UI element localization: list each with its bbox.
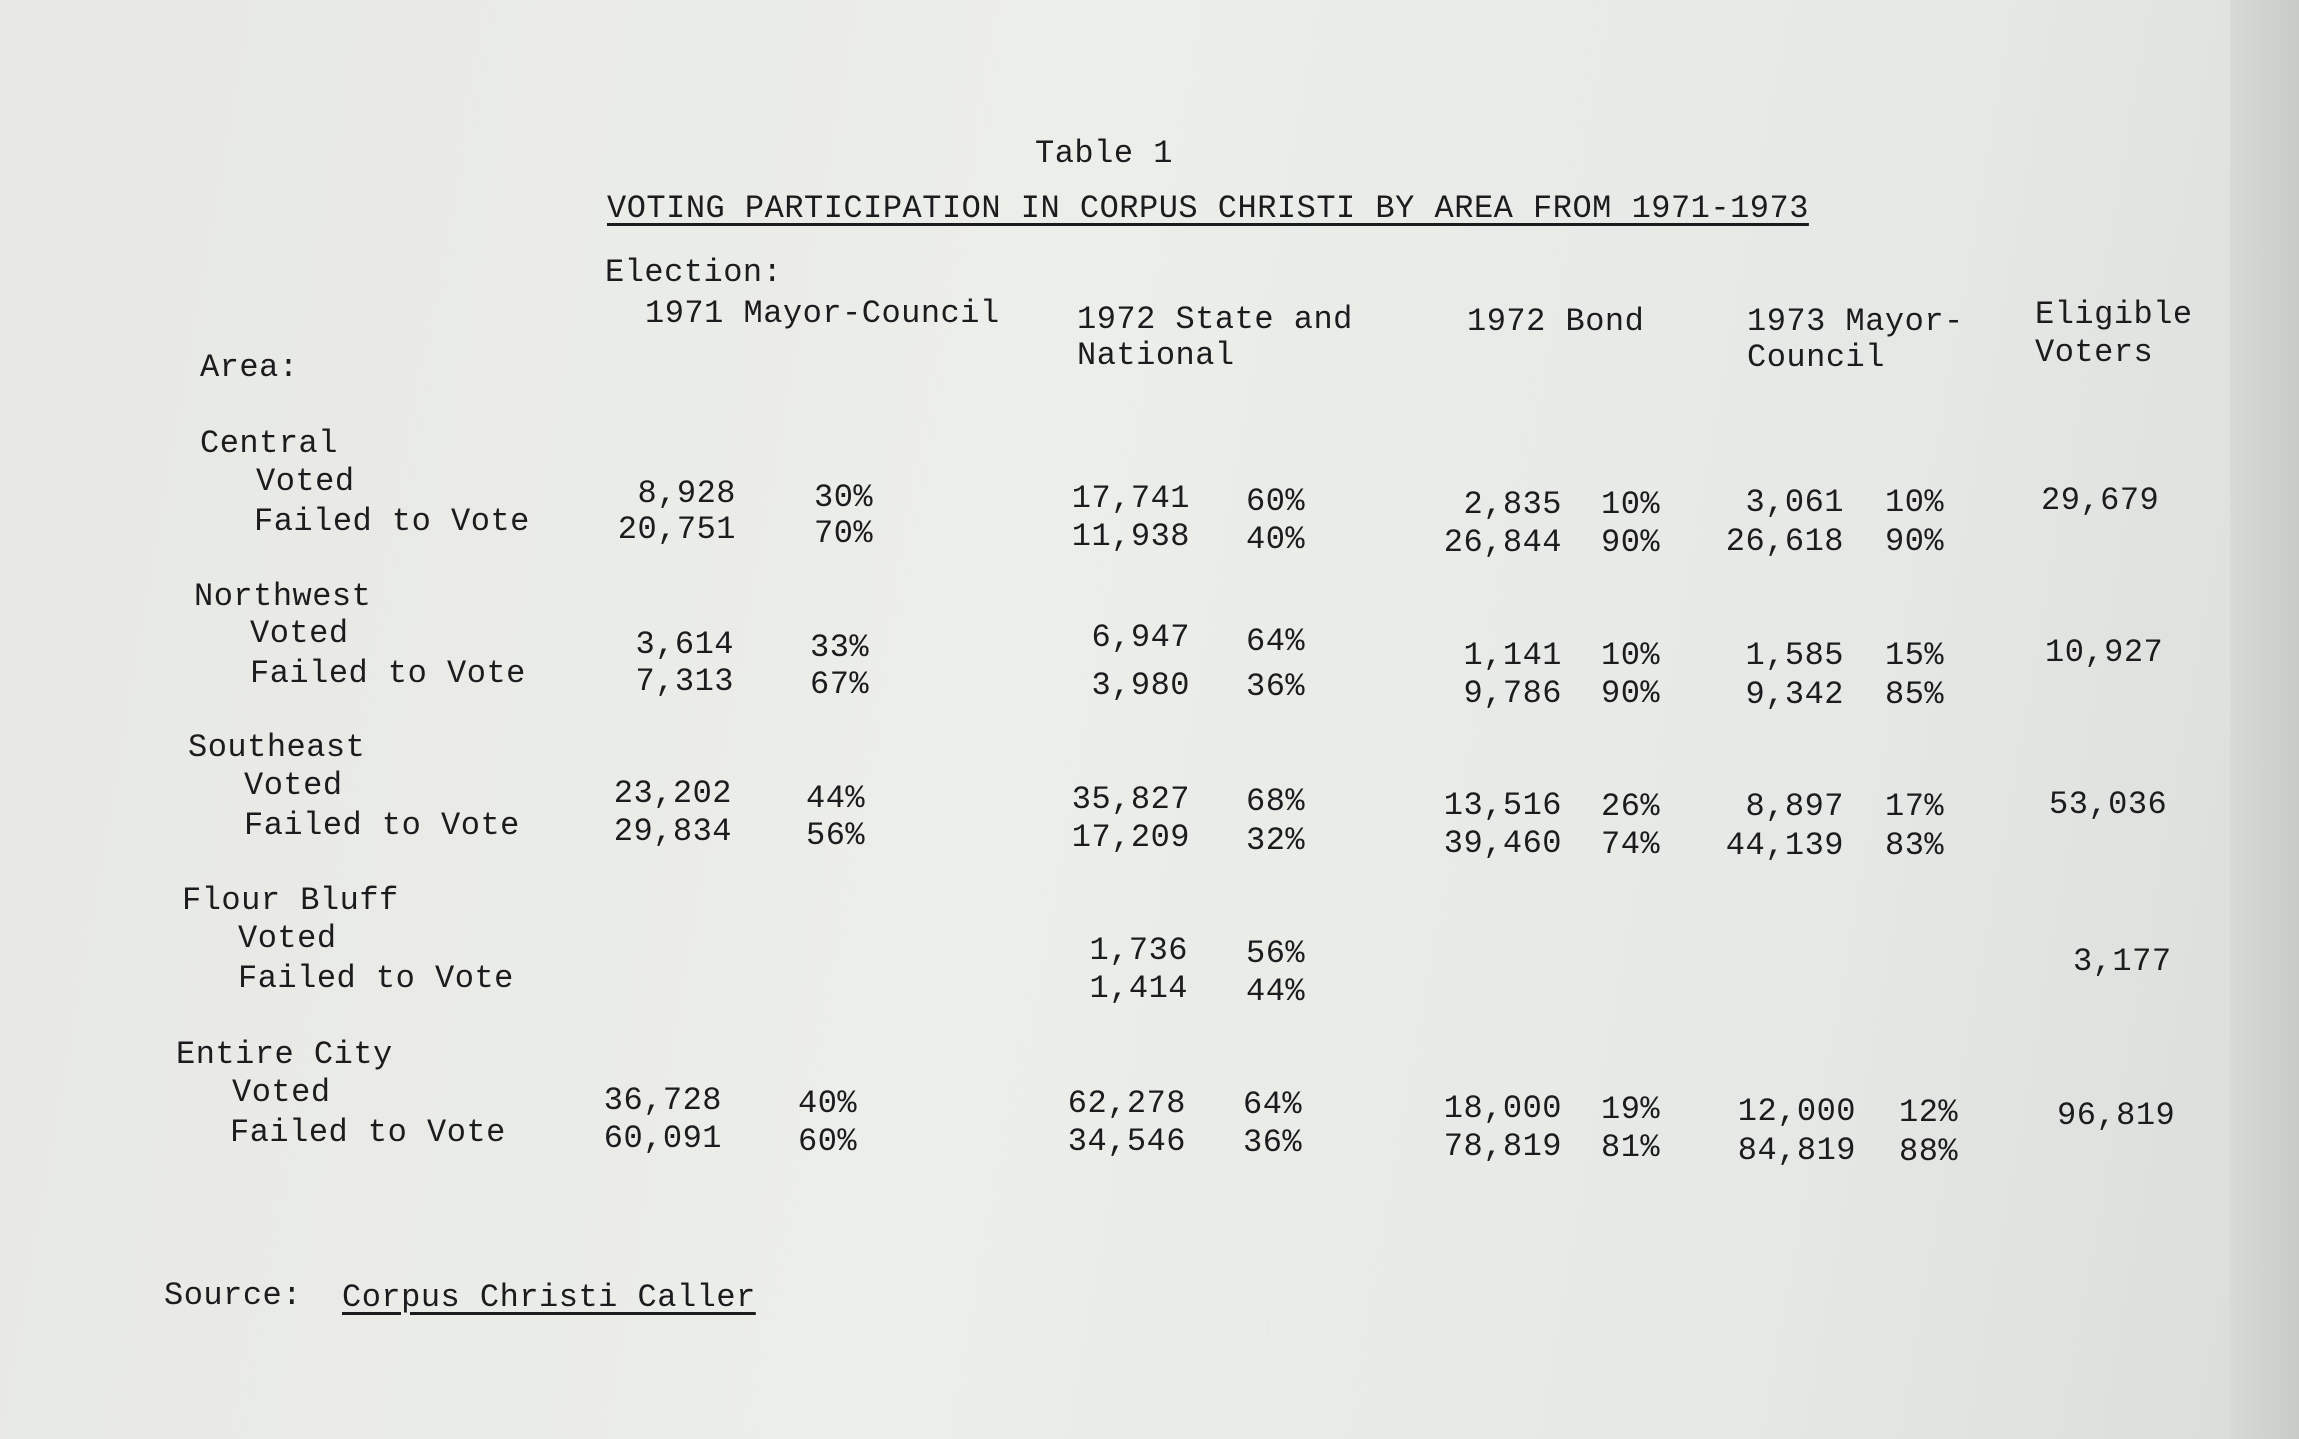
area-name-northwest: Northwest (194, 578, 372, 615)
cell-central-eligible: 29,679 (2041, 482, 2160, 519)
row-label-failed: Failed to Vote (254, 503, 530, 540)
cell-city-1972b-failed-pct: 81% (1601, 1129, 1661, 1166)
cell-northwest-1972b-voted: 1,141 (1463, 637, 1562, 674)
cell-southeast-1971-voted: 23,202 (613, 775, 732, 812)
column-header-eligible-line1: Eligible (2035, 296, 2193, 333)
column-header-1972-state-line1: 1972 State and (1077, 301, 1353, 338)
area-name-southeast: Southeast (188, 729, 366, 766)
cell-southeast-1972s-voted-pct: 68% (1246, 783, 1306, 820)
cell-central-1972b-failed: 26,844 (1443, 524, 1562, 561)
cell-northwest-1972b-failed: 9,786 (1463, 675, 1562, 712)
cell-city-1971-voted-pct: 40% (798, 1085, 858, 1122)
row-label-voted: Voted (232, 1074, 331, 1111)
cell-southeast-1972b-failed: 39,460 (1443, 825, 1562, 862)
table-title: VOTING PARTICIPATION IN CORPUS CHRISTI BY AREA FROM 1971-1973 (607, 190, 1809, 227)
cell-flour-bluff-1972s-voted: 1,736 (1089, 932, 1188, 969)
cell-southeast-1972s-failed-pct: 32% (1246, 822, 1306, 859)
table-number: Table 1 (1035, 135, 1173, 172)
column-header-1973-mayor-line2: Council (1747, 339, 1885, 376)
cell-central-1973-failed-pct: 90% (1885, 523, 1945, 560)
cell-southeast-1973-failed-pct: 83% (1885, 827, 1945, 864)
source-label: Source: (164, 1277, 302, 1314)
area-name-central: Central (200, 425, 338, 462)
cell-central-1971-voted: 8,928 (637, 475, 736, 512)
cell-central-1972s-voted-pct: 60% (1246, 483, 1306, 520)
column-header-1972-state-line2: National (1077, 337, 1235, 374)
cell-central-1972s-voted: 17,741 (1071, 480, 1190, 517)
column-header-1971-mayor-council: 1971 Mayor-Council (645, 295, 1000, 332)
cell-city-1971-voted: 36,728 (603, 1082, 722, 1119)
election-label: Election: (605, 254, 783, 291)
cell-northwest-1972b-voted-pct: 10% (1601, 637, 1661, 674)
cell-northwest-1971-failed: 7,313 (635, 663, 734, 700)
cell-flour-bluff-eligible: 3,177 (2073, 943, 2172, 980)
cell-city-1971-failed: 60,091 (603, 1120, 722, 1157)
cell-southeast-1973-failed: 44,139 (1725, 827, 1844, 864)
cell-city-1971-failed-pct: 60% (798, 1123, 858, 1160)
row-label-voted: Voted (256, 463, 355, 500)
cell-city-1973-failed-pct: 88% (1899, 1133, 1959, 1170)
cell-city-eligible: 96,819 (2057, 1097, 2176, 1134)
cell-southeast-1973-voted-pct: 17% (1885, 788, 1945, 825)
cell-central-1972b-voted: 2,835 (1463, 486, 1562, 523)
cell-northwest-1973-voted-pct: 15% (1885, 637, 1945, 674)
cell-central-1973-voted: 3,061 (1745, 484, 1844, 521)
row-label-failed: Failed to Vote (250, 655, 526, 692)
row-label-failed: Failed to Vote (244, 807, 520, 844)
cell-central-1971-failed: 20,751 (617, 511, 736, 548)
cell-southeast-1973-voted: 8,897 (1745, 788, 1844, 825)
area-label: Area: (200, 349, 299, 386)
area-name-flour-bluff: Flour Bluff (182, 882, 399, 919)
cell-northwest-1971-voted: 3,614 (635, 626, 734, 663)
cell-flour-bluff-1972s-voted-pct: 56% (1246, 935, 1306, 972)
row-label-voted: Voted (244, 767, 343, 804)
source-name: Corpus Christi Caller (342, 1279, 756, 1316)
cell-southeast-1972b-voted-pct: 26% (1601, 788, 1661, 825)
cell-central-1972b-failed-pct: 90% (1601, 524, 1661, 561)
cell-central-1972s-failed: 11,938 (1071, 518, 1190, 555)
cell-central-1973-failed: 26,618 (1725, 523, 1844, 560)
cell-city-1973-voted-pct: 12% (1899, 1094, 1959, 1131)
cell-central-1971-voted-pct: 30% (814, 479, 874, 516)
cell-northwest-1973-failed: 9,342 (1745, 676, 1844, 713)
row-label-failed: Failed to Vote (238, 960, 514, 997)
cell-northwest-1973-failed-pct: 85% (1885, 676, 1945, 713)
cell-southeast-1972s-failed: 17,209 (1071, 819, 1190, 856)
cell-central-1972s-failed-pct: 40% (1246, 521, 1306, 558)
cell-southeast-1971-failed-pct: 56% (806, 817, 866, 854)
area-name-entire-city: Entire City (176, 1036, 393, 1073)
cell-city-1972s-voted: 62,278 (1067, 1085, 1186, 1122)
cell-northwest-1972b-failed-pct: 90% (1601, 675, 1661, 712)
cell-central-1973-voted-pct: 10% (1885, 484, 1945, 521)
cell-city-1972s-failed-pct: 36% (1243, 1124, 1303, 1161)
cell-northwest-1972s-voted-pct: 64% (1246, 623, 1306, 660)
row-label-voted: Voted (238, 920, 337, 957)
cell-flour-bluff-1972s-failed-pct: 44% (1246, 973, 1306, 1010)
cell-southeast-1971-failed: 29,834 (613, 813, 732, 850)
row-label-voted: Voted (250, 615, 349, 652)
cell-northwest-1973-voted: 1,585 (1745, 637, 1844, 674)
cell-city-1973-failed: 84,819 (1737, 1132, 1856, 1169)
cell-city-1972s-voted-pct: 64% (1243, 1086, 1303, 1123)
cell-city-1972s-failed: 34,546 (1067, 1123, 1186, 1160)
cell-northwest-1971-voted-pct: 33% (810, 629, 870, 666)
cell-southeast-1972s-voted: 35,827 (1071, 781, 1190, 818)
cell-city-1972b-voted-pct: 19% (1601, 1091, 1661, 1128)
cell-northwest-1972s-voted: 6,947 (1091, 619, 1190, 656)
cell-southeast-1972b-voted: 13,516 (1443, 787, 1562, 824)
page-edge-shadow (2230, 0, 2299, 1439)
cell-southeast-1972b-failed-pct: 74% (1601, 826, 1661, 863)
cell-northwest-1971-failed-pct: 67% (810, 666, 870, 703)
cell-city-1972b-failed: 78,819 (1443, 1128, 1562, 1165)
cell-northwest-1972s-failed-pct: 36% (1246, 668, 1306, 705)
column-header-1973-mayor-line1: 1973 Mayor- (1747, 303, 1964, 340)
cell-northwest-1972s-failed: 3,980 (1091, 667, 1190, 704)
column-header-eligible-line2: Voters (2035, 334, 2154, 371)
cell-flour-bluff-1972s-failed: 1,414 (1089, 970, 1188, 1007)
row-label-failed: Failed to Vote (230, 1114, 506, 1151)
cell-central-1972b-voted-pct: 10% (1601, 486, 1661, 523)
cell-southeast-eligible: 53,036 (2049, 786, 2168, 823)
cell-city-1973-voted: 12,000 (1737, 1093, 1856, 1130)
cell-central-1971-failed-pct: 70% (814, 515, 874, 552)
column-header-1972-bond: 1972 Bond (1467, 303, 1645, 340)
cell-northwest-eligible: 10,927 (2045, 634, 2164, 671)
cell-city-1972b-voted: 18,000 (1443, 1090, 1562, 1127)
cell-southeast-1971-voted-pct: 44% (806, 780, 866, 817)
